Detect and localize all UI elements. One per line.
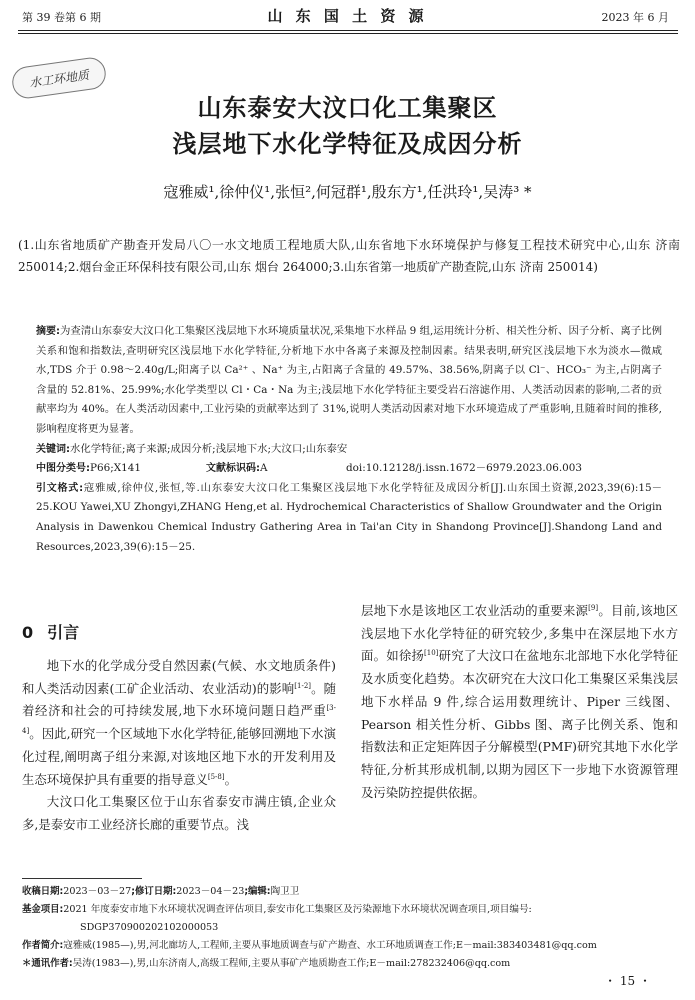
paragraph-1: 地下水的化学成分受自然因素(气候、水文地质条件)和人类活动因素(工矿企业活动、农业活动)的影响[1-2]。随着经济和社会的可持续发展,地下水环境问题日趋严重[3-4]。因此,研究一个区域地下水化学特征,能够回溯地下水演化过程,阐明离子组分来源,对该地区地下水的开发利用及生态环境保护具有重要的指导意义[5-8]。 <box>22 658 337 787</box>
ref-9[interactable]: [9] <box>588 603 599 612</box>
page-number: ・ 15 ・ <box>604 974 651 988</box>
section-heading <box>22 620 79 643</box>
corresponding-author: ＊通讯作者:吴涛(1983—),男,山东济南人,高级工程师,主要从事矿产地质勘查工作;E－mail:278232406@qq.com <box>22 958 511 969</box>
abstract-label: 摘要: <box>36 326 61 337</box>
ref-1-2[interactable]: [1-2] <box>294 681 312 690</box>
classification-row <box>36 459 662 479</box>
affiliations: (1.山东省地质矿产勘查开发局八〇一水文地质工程地质大队,山东省地下水环境保护与修复工程技术研究中心,山东 济南 250014;2.烟台金正环保科技有限公司,山东 烟台 264000;3.山东省第一地质矿产勘查院,山东 济南 250014) <box>18 238 680 274</box>
clc-label: 中图分类号: <box>36 463 90 475</box>
header-rule <box>18 30 678 31</box>
section-number: 0 <box>22 623 34 642</box>
doc-code-value: A <box>260 462 268 475</box>
footnotes <box>22 883 678 973</box>
journal-name: 山 东 国 土 资 源 <box>267 7 428 25</box>
author-bio: 作者简介:寇雅威(1985—),男,河北廊坊人,工程师,主要从事地质调查与矿产勘查、水工环地质调查工作;E－mail:383403481@qq.com <box>22 940 597 951</box>
section-title: 引言 <box>47 623 80 642</box>
citation <box>36 479 662 557</box>
title-line-1: 山东泰安大汶口化工集聚区 <box>197 94 498 122</box>
abstract <box>36 322 662 440</box>
dates-line: 收稿日期:2023－03－27;修订日期:2023－04－23;编辑:陶卫卫 <box>22 886 300 897</box>
citation-label: 引文格式: <box>36 482 84 494</box>
footnote-rule <box>22 878 142 879</box>
citation-text: 寇雅威,徐仲仪,张恒,等.山东泰安大汶口化工集聚区浅层地下水化学特征及成因分析[J].山东国土资源,2023,39(6):15－25.KOU Yawei,XU Zhongyi,ZHANG Heng,et al. Hydrochemical Characteristics of Shallow Groundwater and the Origin Analysis in Dawenkou Chemical Industry Gathering Area in Tai'an City in Shandong Province[J].Shandong Land and Resources,2023,39(6):15－25. <box>36 481 663 553</box>
fund-line: 基金项目:2021 年度泰安市地下水环境状况调查评估项目,泰安市化工集聚区及污染源地下水环境状况调查项目,项目编号: <box>22 904 532 915</box>
keywords-text: 水化学特征;离子来源;成因分析;浅层地下水;大汶口;山东泰安 <box>70 442 348 455</box>
ref-10[interactable]: [10] <box>424 649 439 658</box>
header-rule-thin <box>18 33 678 34</box>
keywords-label: 关键词: <box>36 443 70 455</box>
title-line-2: 浅层地下水化学特征及成因分析 <box>172 130 523 158</box>
body-right-column <box>361 600 678 804</box>
issue-date: 2023 年 6 月 <box>601 11 669 24</box>
abstract-block <box>36 322 662 557</box>
ref-3-4[interactable]: [3-4] <box>22 704 336 735</box>
volume-issue: 第 39 卷第 6 期 <box>22 11 101 24</box>
paragraph-2-cont: 层地下水是该地区工农业活动的重要来源[9]。目前,该地区浅层地下水化学特征的研究较少,多集中在深层地下水方面。如徐扬[10]研究了大汶口在盆地东北部地下水化学特征及水质变化趋势。本次研究在大汶口化工集聚区采集浅层地下水样品 9 件,综合运用数理统计、Piper 三线图、Pearson 相关性分析、Gibbs 图、离子比例关系、饱和指数法和正定矩阵因子分解模型(PMF)研究其地下水化学特征,分析其形成机制,以期为园区下一步地下水资源管理及污染防控提供依据。 <box>361 603 678 800</box>
body-left-column <box>22 655 336 837</box>
abstract-text: 为查清山东泰安大汶口化工集聚区浅层地下水环境质量状况,采集地下水样品 9 组,运用统计分析、相关性分析、因子分析、离子比例关系和饱和指数法,查明研究区浅层地下水化学特征,分析地下水中各离子来源及控制因素。结果表明,研究区浅层地下水为淡水—微咸水,TDS 介于 0.98～2.40g/L;阳离子以 Ca²⁺ 、Na⁺ 为主,占阳离子含量的 49.57%、38.56%,阴离子以 Cl⁻、HCO₃⁻ 为主,占阴离子含量的 52.81%、25.99%;水化学类型以 Cl・Ca・Na 为主;浅层地下水化学特征主要受岩石溶滤作用、人类活动因素的影响,二者的贡献率均为 40%。在人类活动因素中,工业污染的贡献率达到了 31%,说明人类活动因素对地下水环境造成了严重影响,且随着时间的推移,影响程度将更为显著。 <box>36 325 662 435</box>
doi[interactable]: doi:10.12128/j.issn.1672－6979.2023.06.003 <box>346 462 583 475</box>
ref-5-8[interactable]: [5-8] <box>207 772 225 781</box>
section-badge: 水工环地质 <box>10 56 108 101</box>
clc-value: P66;X141 <box>90 462 141 475</box>
doc-code-label: 文献标识码: <box>206 463 260 475</box>
author-list: 寇雅威¹,徐仲仪¹,张恒²,何冠群¹,殷东方¹,任洪玲¹,吴涛³ * <box>163 183 532 201</box>
keywords <box>36 440 662 460</box>
fund-code: SDGP370900202102000053 <box>80 922 219 933</box>
paragraph-2: 大汶口化工集聚区位于山东省泰安市满庄镇,企业众多,是泰安市工业经济长廊的重要节点。浅 <box>22 794 336 832</box>
